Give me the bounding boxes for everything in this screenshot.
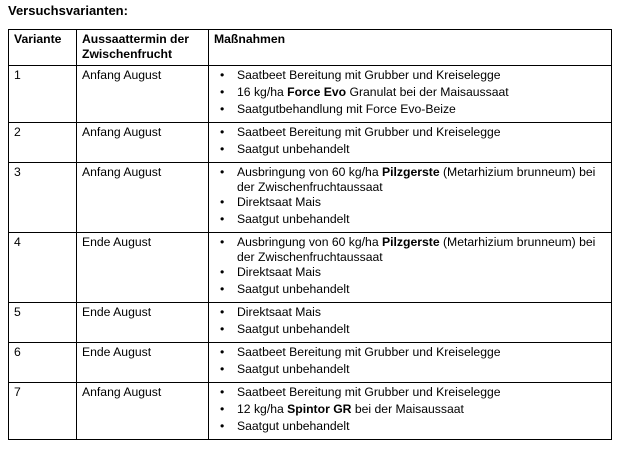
item-text: Saatgut unbehandelt [237, 142, 350, 156]
item-text: Saatgut unbehandelt [237, 322, 350, 336]
table-row [9, 123, 612, 163]
table-row [9, 233, 612, 303]
list-item [217, 165, 606, 195]
cell-aussaattermin: Anfang August [77, 383, 209, 440]
item-text: Granulat bei der Maisaussaat [346, 85, 509, 99]
page-title: Versuchsvarianten: [8, 3, 128, 18]
list-item [217, 345, 606, 362]
item-text: Saatbeet Bereitung mit Grubber und Kreiselegge [237, 345, 501, 359]
item-text: Direktsaat Mais [237, 195, 321, 209]
massnahmen-list [214, 345, 606, 379]
header-aussaattermin: Aussaattermin der Zwischenfrucht [77, 30, 209, 66]
cell-massnahmen [209, 233, 612, 303]
list-item [217, 282, 606, 299]
cell-variante: 2 [9, 123, 77, 163]
cell-variante: 4 [9, 233, 77, 303]
massnahmen-list [214, 68, 606, 119]
item-text: Saatgut unbehandelt [237, 212, 350, 226]
item-text: 16 kg/ha [237, 85, 288, 99]
list-item [217, 195, 606, 212]
cell-massnahmen [209, 383, 612, 440]
item-text: Direktsaat Mais [237, 305, 321, 319]
massnahmen-list [214, 305, 606, 339]
list-item [217, 265, 606, 282]
list-item [217, 68, 606, 85]
list-item [217, 102, 606, 119]
item-text: Saatgut unbehandelt [237, 362, 350, 376]
cell-aussaattermin: Anfang August [77, 123, 209, 163]
massnahmen-list [214, 235, 606, 299]
cell-massnahmen [209, 123, 612, 163]
item-text: Saatgut unbehandelt [237, 282, 350, 296]
list-item [217, 212, 606, 229]
table-row [9, 383, 612, 440]
cell-variante: 7 [9, 383, 77, 440]
list-item [217, 305, 606, 322]
cell-variante: 6 [9, 343, 77, 383]
item-text: Saatgutbehandlung mit Force Evo-Beize [237, 102, 456, 116]
cell-massnahmen [209, 303, 612, 343]
item-text: Ausbringung von 60 kg/ha [237, 165, 383, 179]
cell-aussaattermin: Ende August [77, 343, 209, 383]
table-row [9, 303, 612, 343]
cell-aussaattermin: Ende August [77, 303, 209, 343]
item-text: bei der Maisaussaat [351, 402, 464, 416]
product-name: Pilzgerste [382, 165, 440, 179]
item-text: Ausbringung von 60 kg/ha [237, 235, 383, 249]
item-text: Saatbeet Bereitung mit Grubber und Kreiselegge [237, 385, 501, 399]
list-item [217, 419, 606, 436]
massnahmen-list [214, 385, 606, 436]
product-name: Pilzgerste [382, 235, 440, 249]
product-name: Spintor GR [287, 402, 352, 416]
cell-massnahmen [209, 66, 612, 123]
item-text: Saatbeet Bereitung mit Grubber und Kreiselegge [237, 68, 501, 82]
product-name: Force Evo [287, 85, 347, 99]
cell-variante: 1 [9, 66, 77, 123]
table-row [9, 343, 612, 383]
list-item [217, 322, 606, 339]
table-row [9, 163, 612, 233]
header-variante: Variante [9, 30, 77, 66]
item-text: Saatgut unbehandelt [237, 419, 350, 433]
list-item [217, 362, 606, 379]
header-massnahmen: Maßnahmen [209, 30, 612, 66]
item-text: 12 kg/ha [237, 402, 288, 416]
cell-aussaattermin: Anfang August [77, 66, 209, 123]
item-text: (Metarhizium brunneum) bei der Zwischenfruchtaussaat [237, 165, 596, 194]
massnahmen-list [214, 165, 606, 229]
table-row [9, 66, 612, 123]
list-item [217, 385, 606, 402]
item-text: Saatbeet Bereitung mit Grubber und Kreiselegge [237, 125, 501, 139]
cell-massnahmen [209, 163, 612, 233]
cell-aussaattermin: Anfang August [77, 163, 209, 233]
item-text: Direktsaat Mais [237, 265, 321, 279]
cell-variante: 3 [9, 163, 77, 233]
massnahmen-list [214, 125, 606, 159]
list-item [217, 235, 606, 265]
item-text: (Metarhizium brunneum) bei der Zwischenfruchtaussaat [237, 235, 596, 264]
cell-massnahmen [209, 343, 612, 383]
list-item [217, 142, 606, 159]
variants-table [8, 29, 612, 440]
cell-aussaattermin: Ende August [77, 233, 209, 303]
table-body [9, 66, 612, 440]
list-item [217, 125, 606, 142]
table-header-row [9, 30, 612, 66]
list-item [217, 402, 606, 419]
cell-variante: 5 [9, 303, 77, 343]
list-item [217, 85, 606, 102]
